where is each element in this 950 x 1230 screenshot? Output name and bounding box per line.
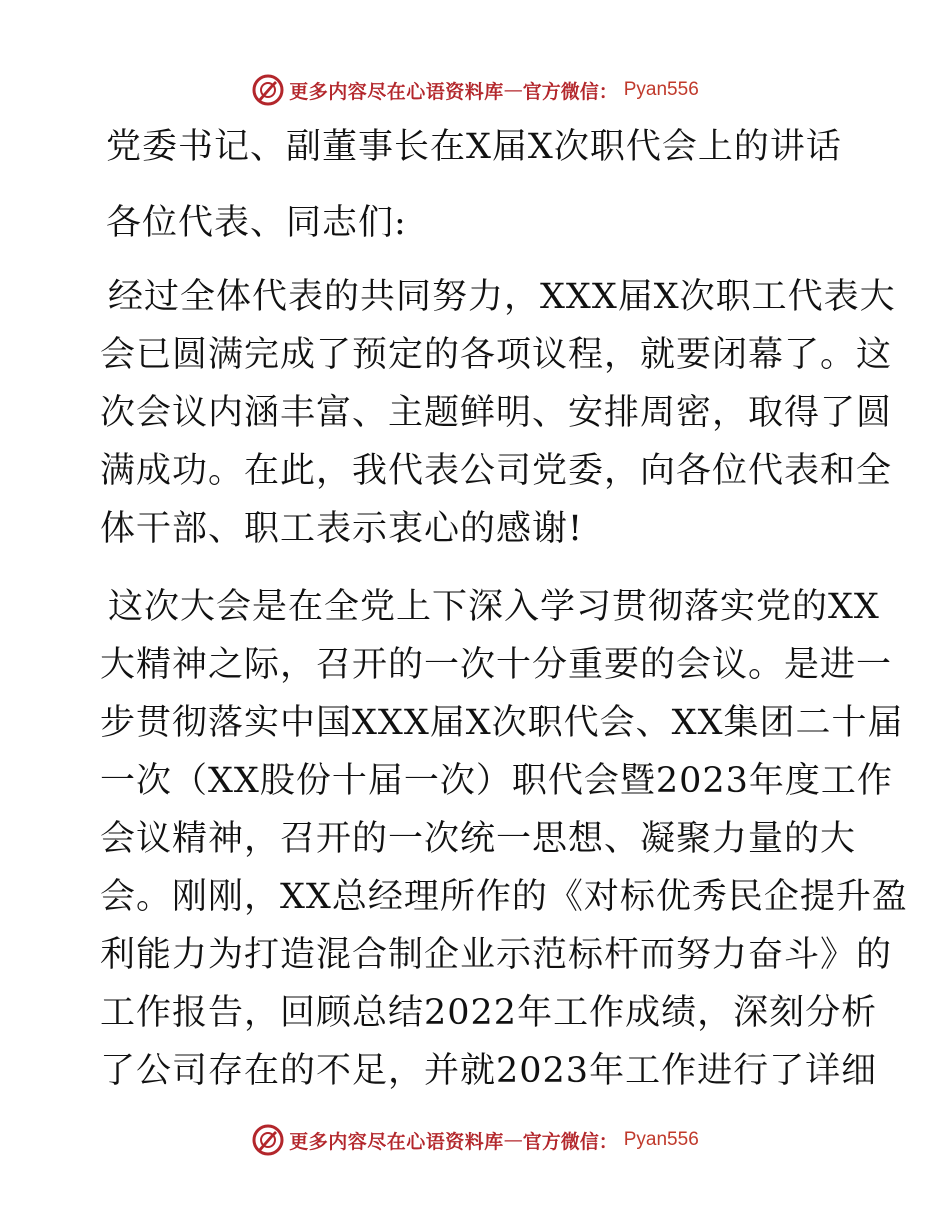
paragraph1-line: 经过全体代表的共同努力，XXX届X次职工代表大 [108,277,896,317]
paragraph1-line: 会已圆满完成了预定的各项议程，就要闭幕了。这 [100,335,893,375]
paragraph2-line: 了公司存在的不足，并就2023年工作进行了详细 [100,1051,878,1091]
paragraph2-line: 这次大会是在全党上下深入学习贯彻落实党的XX [108,587,880,627]
salutation: 各位代表、同志们: [106,203,407,243]
paragraph1-line: 体干部、职工表示衷心的感谢! [100,509,584,549]
brand-logo-icon [251,1123,285,1157]
paragraph1-line: 次会议内涵丰富、主题鲜明、安排周密，取得了圆 [100,393,893,433]
paragraph2-line: 利能力为打造混合制企业示范标杆而努力奋斗》的 [100,935,893,975]
paragraph2-line: 步贯彻落实中国XXX届X次职代会、XX集团二十届 [100,703,904,743]
paragraph2-line: 会。刚刚，XX总经理所作的《对标优秀民企提升盈 [100,877,908,917]
paragraph2-line: 一次（XX股份十届一次）职代会暨2023年度工作 [100,761,893,801]
paragraph2-line: 工作报告，回顾总结2022年工作成绩，深刻分析 [100,993,878,1033]
paragraph1-line: 满成功。在此，我代表公司党委，向各位代表和全 [100,451,893,491]
header-banner-text: 更多内容尽在心语资料库 [289,80,504,103]
header-banner-label: 官方微信： [522,80,618,103]
footer-banner-label: 官方微信： [522,1130,618,1153]
footer-wechat-id: Pyan556 [623,1129,699,1150]
header-banner-dash: — [503,79,523,101]
brand-logo-icon [251,73,285,107]
footer-banner [0,1118,950,1162]
footer-banner-dash: — [503,1129,523,1151]
footer-banner-text: 更多内容尽在心语资料库 [289,1130,504,1153]
header-wechat-id: Pyan556 [623,79,699,100]
document-title: 党委书记、副董事长在X届X次职代会上的讲话 [106,127,842,167]
paragraph2-line: 会议精神，召开的一次统一思想、凝聚力量的大 [100,819,857,859]
paragraph2-line: 大精神之际，召开的一次十分重要的会议。是进一 [100,645,893,685]
header-banner [0,68,950,112]
